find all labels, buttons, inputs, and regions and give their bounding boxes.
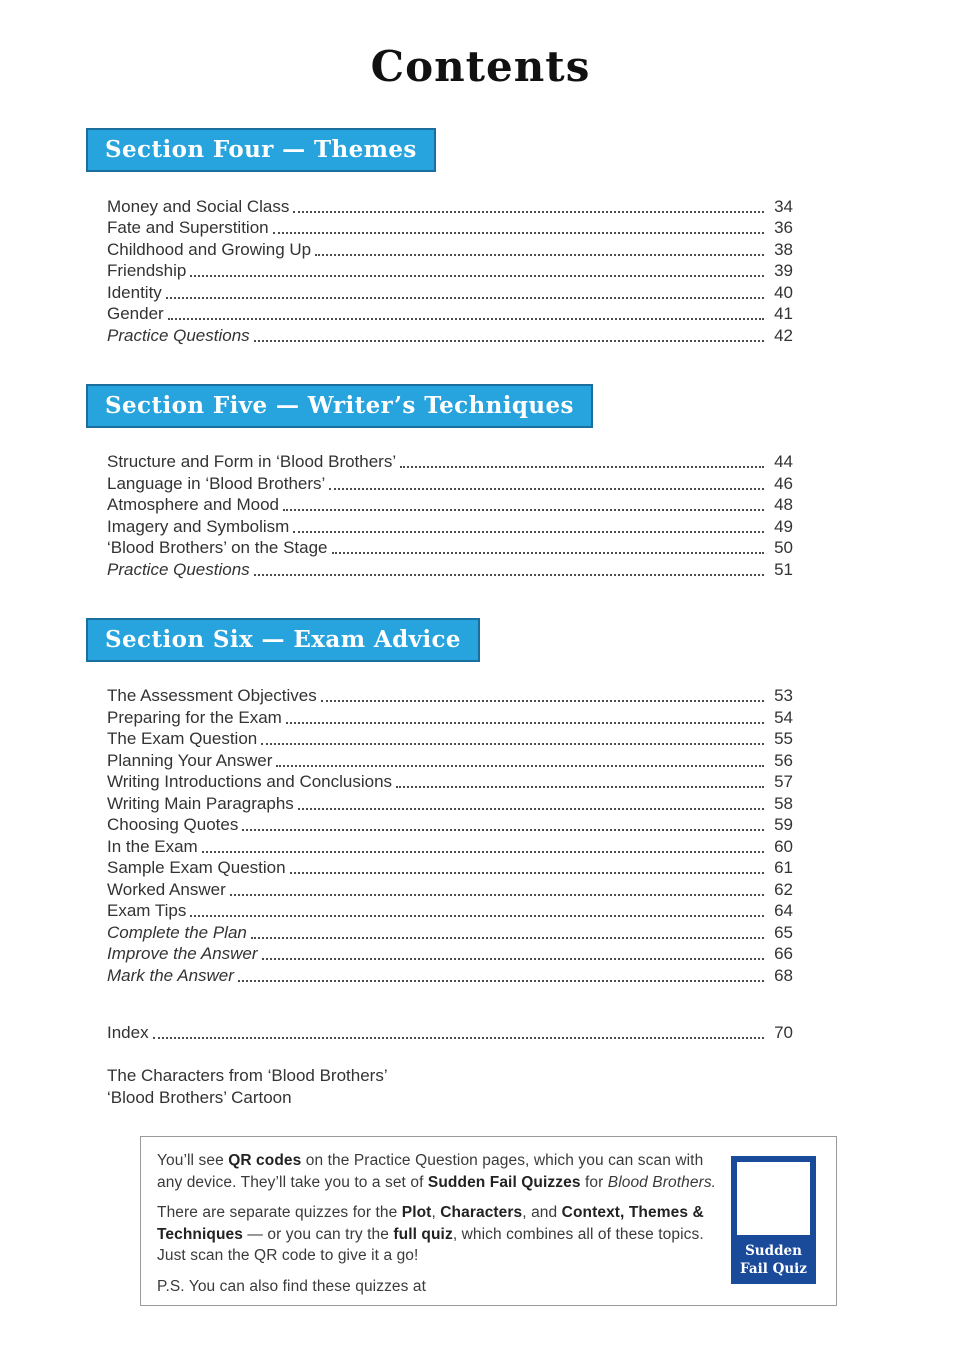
entry-page-number: 34 [774,196,793,216]
note-text-segment: Plot [401,1204,432,1221]
toc-entry [107,771,793,793]
extra-lines [107,1065,961,1108]
toc-entry [107,238,793,260]
entry-label: Choosing Quotes [107,815,239,835]
entry-page-number: 64 [774,901,793,921]
note-text-segment: on the Practice Question pages, which you can scan with any device. They’ll take you to a set of [157,1152,704,1191]
dot-leader [283,509,764,511]
entry-page-number: 70 [774,1023,793,1043]
page-title: Contents [370,42,591,91]
entry-label: Gender [107,304,164,324]
dot-leader [273,232,764,234]
toc-entry [107,260,793,282]
entry-label: The Exam Question [107,729,258,749]
note-text-segment: Sudden Fail Quizzes [427,1173,581,1191]
toc-entry [107,472,793,494]
entry-page-number: 66 [774,944,793,964]
toc-entry [107,537,793,559]
entry-page-number: 53 [774,686,793,706]
entry-label: Preparing for the Exam [107,707,282,727]
dot-leader [321,700,764,702]
dot-leader [230,894,764,896]
note-text-segment: , [431,1204,441,1221]
note-text-segment: Characters [440,1204,523,1221]
note-text-segment: Context, Themes & Techniques [157,1204,704,1243]
toc-entry [107,749,793,771]
note-paragraph [157,1150,717,1193]
section-entries [107,451,793,580]
note-text-segment: — or you can try the [242,1225,394,1243]
toc-entry [107,303,793,325]
dot-leader [238,980,764,982]
entry-label: Practice Questions [107,559,250,579]
entry-page-number: 49 [774,516,793,536]
dot-leader [332,552,764,554]
entry-label: Language in ‘Blood Brothers’ [107,473,326,493]
dot-leader [153,1037,764,1039]
entry-label: Structure and Form in ‘Blood Brothers’ [107,452,397,472]
entry-page-number: 54 [774,707,793,727]
entry-page-number: 65 [774,922,793,942]
entry-page-number: 57 [774,772,793,792]
note-paragraph [157,1276,717,1298]
entry-label: Sample Exam Question [107,858,286,878]
dot-leader [168,318,764,320]
section-heading: Section Four — Themes [86,128,436,172]
entry-label: Planning Your Answer [107,750,273,770]
entry-page-number: 60 [774,836,793,856]
toc-entry [107,281,793,303]
quiz-note-box [140,1136,837,1306]
badge-label [737,1235,810,1278]
entry-label: Worked Answer [107,879,226,899]
entry-page-number: 40 [774,282,793,302]
toc-entry [107,900,793,922]
dot-leader [262,958,764,960]
toc-entry [107,685,793,707]
toc-entry [107,324,793,346]
dot-leader [290,872,764,874]
dot-leader [202,851,764,853]
entry-label: Exam Tips [107,901,187,921]
note-paragraphs [157,1150,717,1295]
dot-leader [396,786,764,788]
section-heading: Section Five — Writer’s Techniques [86,384,593,428]
entry-label: Writing Main Paragraphs [107,793,294,813]
section-entries [107,685,793,986]
entry-page-number: 41 [774,304,793,324]
entry-label: Childhood and Growing Up [107,239,312,259]
entry-label: Money and Social Class [107,196,290,216]
entry-page-number: 55 [774,729,793,749]
toc-entry [107,494,793,516]
dot-leader [166,297,764,299]
note-text-segment: Blood Brothers. [607,1173,717,1191]
dot-leader [251,937,764,939]
toc-entry [107,195,793,217]
dot-leader [276,765,764,767]
entry-label: Complete the Plan [107,922,247,942]
index-row-host [107,1022,793,1044]
entry-label: Practice Questions [107,325,250,345]
entry-label: ‘Blood Brothers’ on the Stage [107,538,328,558]
entry-page-number: 39 [774,261,793,281]
toc-entry [107,792,793,814]
toc-entry [107,1022,793,1044]
toc-entry [107,964,793,986]
badge-label-line1: Sudden [745,1243,802,1259]
toc-section [86,580,961,986]
entry-label: Imagery and Symbolism [107,516,290,536]
entry-page-number: 51 [774,559,793,579]
section-heading: Section Six — Exam Advice [86,618,480,662]
sudden-fail-quiz-badge [731,1156,816,1284]
note-text-segment: P.S. You can also find these quizzes at [157,1277,427,1295]
entry-page-number: 42 [774,325,793,345]
sections [86,90,961,986]
toc-entry [107,835,793,857]
badge-label-line2: Fail Quiz [740,1261,807,1277]
toc-entry [107,217,793,239]
toc-entry [107,814,793,836]
dot-leader [261,743,764,745]
note-text-segment: QR codes [228,1152,302,1169]
note-text-segment: There are separate quizzes for the [157,1204,402,1221]
toc-entry [107,857,793,879]
toc-entry [107,921,793,943]
dot-leader [293,211,764,213]
entry-page-number: 38 [774,239,793,259]
entry-label: Improve the Answer [107,944,258,964]
toc-entry [107,515,793,537]
dot-leader [190,275,764,277]
entry-label: Atmosphere and Mood [107,495,279,515]
note-text-segment: for [580,1173,608,1191]
entry-page-number: 48 [774,495,793,515]
dot-leader [315,254,764,256]
note-text-segment: full quiz [393,1225,453,1243]
dot-leader [254,574,764,576]
dot-leader [293,531,764,533]
entry-page-number: 59 [774,815,793,835]
entry-page-number: 50 [774,538,793,558]
dot-leader [254,340,764,342]
note-text-segment: You’ll see [157,1152,229,1169]
dot-leader [329,488,764,490]
note-text-segment: , which combines all of these topics. Just scan the QR code to give it a go! [157,1225,704,1264]
entry-label: In the Exam [107,836,198,856]
entry-label: Friendship [107,261,187,281]
entry-label: Identity [107,282,162,302]
entry-label: The Assessment Objectives [107,686,317,706]
entry-label: Mark the Answer [107,965,234,985]
entry-page-number: 44 [774,452,793,472]
extra-line: ‘Blood Brothers’ Cartoon [107,1087,292,1107]
qr-code-placeholder [737,1162,810,1235]
entry-label: Writing Introductions and Conclusions [107,772,393,792]
toc-entry [107,878,793,900]
entry-page-number: 36 [774,218,793,238]
dot-leader [298,808,764,810]
entry-page-number: 46 [774,473,793,493]
toc-entry [107,728,793,750]
toc-section [86,346,961,580]
toc-entry [107,451,793,473]
entry-page-number: 68 [774,965,793,985]
entry-page-number: 61 [774,858,793,878]
toc-entry [107,558,793,580]
dot-leader [286,722,764,724]
toc-section [86,90,961,346]
dot-leader [242,829,764,831]
entry-page-number: 62 [774,879,793,899]
extra-line: The Characters from ‘Blood Brothers’ [107,1066,388,1086]
dot-leader [190,915,764,917]
section-entries [107,195,793,346]
note-text-segment: , and [522,1204,562,1221]
entry-label: Index [107,1023,149,1043]
entry-page-number: 58 [774,793,793,813]
dot-leader [400,466,764,468]
entry-label: Fate and Superstition [107,218,269,238]
toc-entry [107,943,793,965]
entry-page-number: 56 [774,750,793,770]
note-paragraph [157,1202,717,1267]
toc-entry [107,706,793,728]
